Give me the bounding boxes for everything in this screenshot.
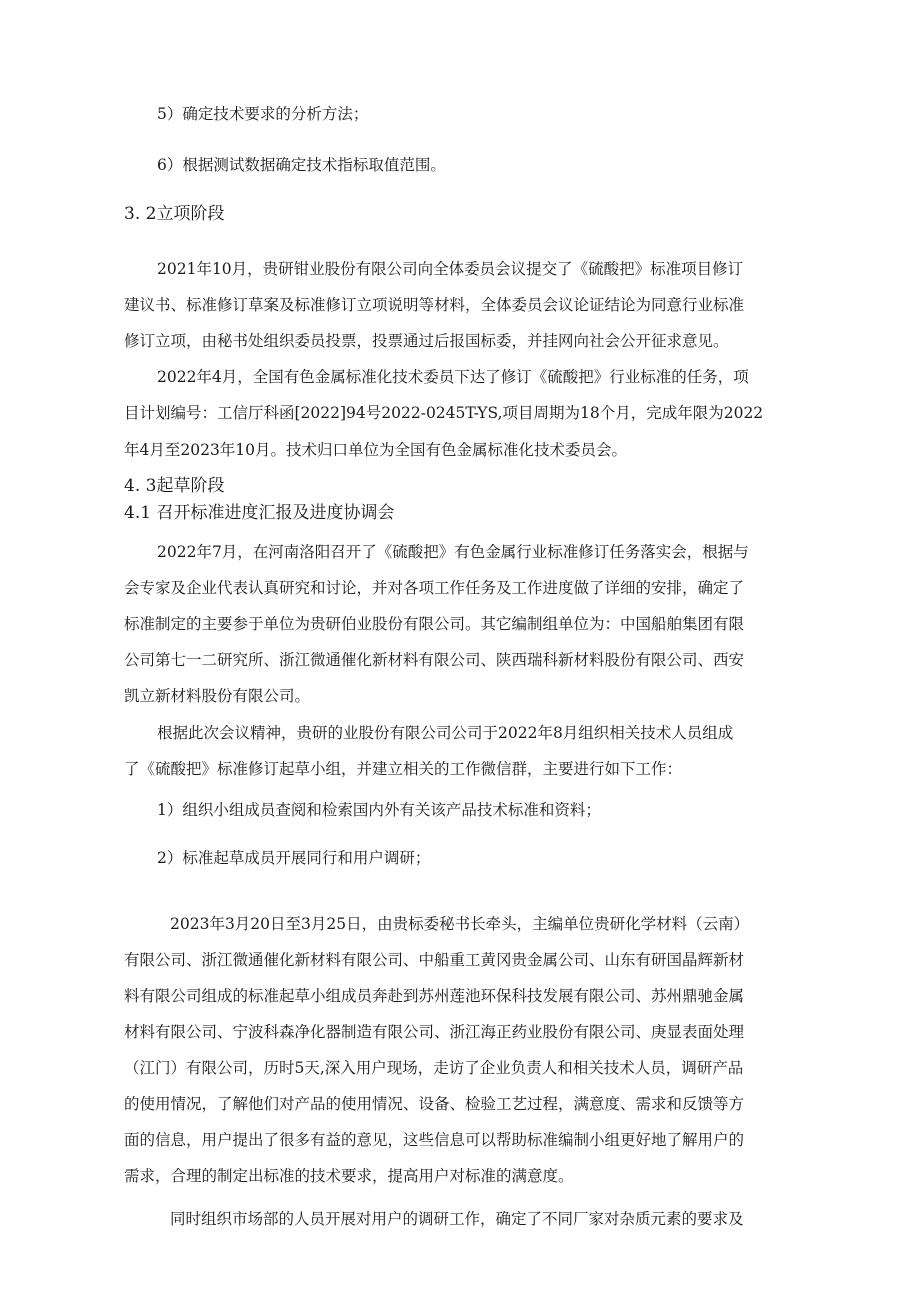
list-item-2: 2）标准起草成员开展同行和用户调研； (157, 849, 431, 867)
paragraph-line: 年4月至2023年10月。技术归口单位为全国有色金属标准化技术委员会。 (124, 441, 628, 459)
section-heading-4-3: 4. 3起草阶段 (124, 476, 225, 496)
paragraph-line: 公司第七一二研究所、浙江微通催化新材料有限公司、陕西瑞科新材料股份有限公司、西安 (124, 651, 745, 669)
paragraph-line: 修订立项，由秘书处组织委员投票，投票通过后报国标委，并挂网向社会公开征求意见。 (124, 332, 729, 350)
paragraph-line: 了《硫酸把》标准修订起草小组，并建立相关的工作微信群，主要进行如下工作： (124, 760, 683, 778)
paragraph-line: 2021年10月，贵研钳业股份有限公司向全体委员会议提交了《硫酸把》标准项目修订 (157, 260, 744, 278)
paragraph-line: 材料有限公司、宁波科森净化器制造有限公司、浙江海正药业股份有限公司、庚显表面处理 (124, 1023, 745, 1041)
list-item-5: 5）确定技术要求的分析方法； (157, 105, 369, 123)
paragraph-line: 需求，合理的制定出标准的技术要求，提高用户对标准的满意度。 (124, 1167, 574, 1185)
paragraph-line: 会专家及企业代表认真研究和讨论，并对各项工作任务及工作进度做了详细的安排，确定了 (124, 579, 745, 597)
paragraph-line: 的使用情况，了解他们对产品的使用情况、设备、检验工艺过程，满意度、需求和反馈等方 (124, 1095, 745, 1113)
paragraph-line: 2022年4月，全国有色金属标准化技术委员下达了修订《硫酸把》行业标准的任务，项 (157, 368, 749, 386)
paragraph-line: （江门）有限公司，历时5天,深入用户现场，走访了企业负责人和相关技术人员，调研产品 (124, 1059, 744, 1077)
section-heading-3-2: 3. 2立项阶段 (124, 204, 225, 224)
list-item-6: 6）根据测试数据确定技术指标取值范围。 (157, 156, 446, 174)
paragraph-line: 建议书、标准修订草案及标准修订立项说明等材料，全体委员会议论证结论为同意行业标准 (124, 296, 745, 314)
paragraph-line: 根据此次会议精神，贵研的业股份有限公司公司于2022年8月组织相关技术人员组成 (157, 724, 734, 742)
paragraph-line: 2023年3月20日至3月25日，由贵标委秘书长牵头，主编单位贵研化学材料（云南） (170, 915, 750, 933)
paragraph-line: 2022年7月，在河南洛阳召开了《硫酸把》有色金属行业标准修订任务落实会，根据与 (157, 543, 749, 561)
paragraph-line: 有限公司、浙江微通催化新材料有限公司、中船重工黄冈贵金属公司、山东有研国晶辉新材 (124, 951, 745, 969)
paragraph-line: 同时组织市场部的人员开展对用户的调研工作，确定了不同厂家对杂质元素的要求及 (170, 1210, 744, 1228)
list-item-1: 1）组织小组成员查阅和检索国内外有关该产品技术标准和资料； (157, 801, 601, 819)
paragraph-line: 标准制定的主要参于单位为贵研伯业股份有限公司。其它编制组单位为：中国船舶集团有限 (124, 615, 745, 633)
paragraph-line: 目计划编号：工信厅科函[2022]94号2022-0245T-YS,项目周期为18个月，完成年限为2022 (124, 404, 764, 422)
paragraph-line: 面的信息，用户提出了很多有益的意见，这些信息可以帮助标准编制小组更好地了解用户的 (124, 1131, 745, 1149)
paragraph-line: 凯立新材料股份有限公司。 (124, 687, 311, 705)
paragraph-line: 料有限公司组成的标准起草小组成员奔赴到苏州莲池环保科技发展有限公司、苏州鼎驰金属 (124, 987, 745, 1005)
subsection-heading-4-1: 4.1 召开标准进度汇报及进度协调会 (124, 503, 395, 523)
